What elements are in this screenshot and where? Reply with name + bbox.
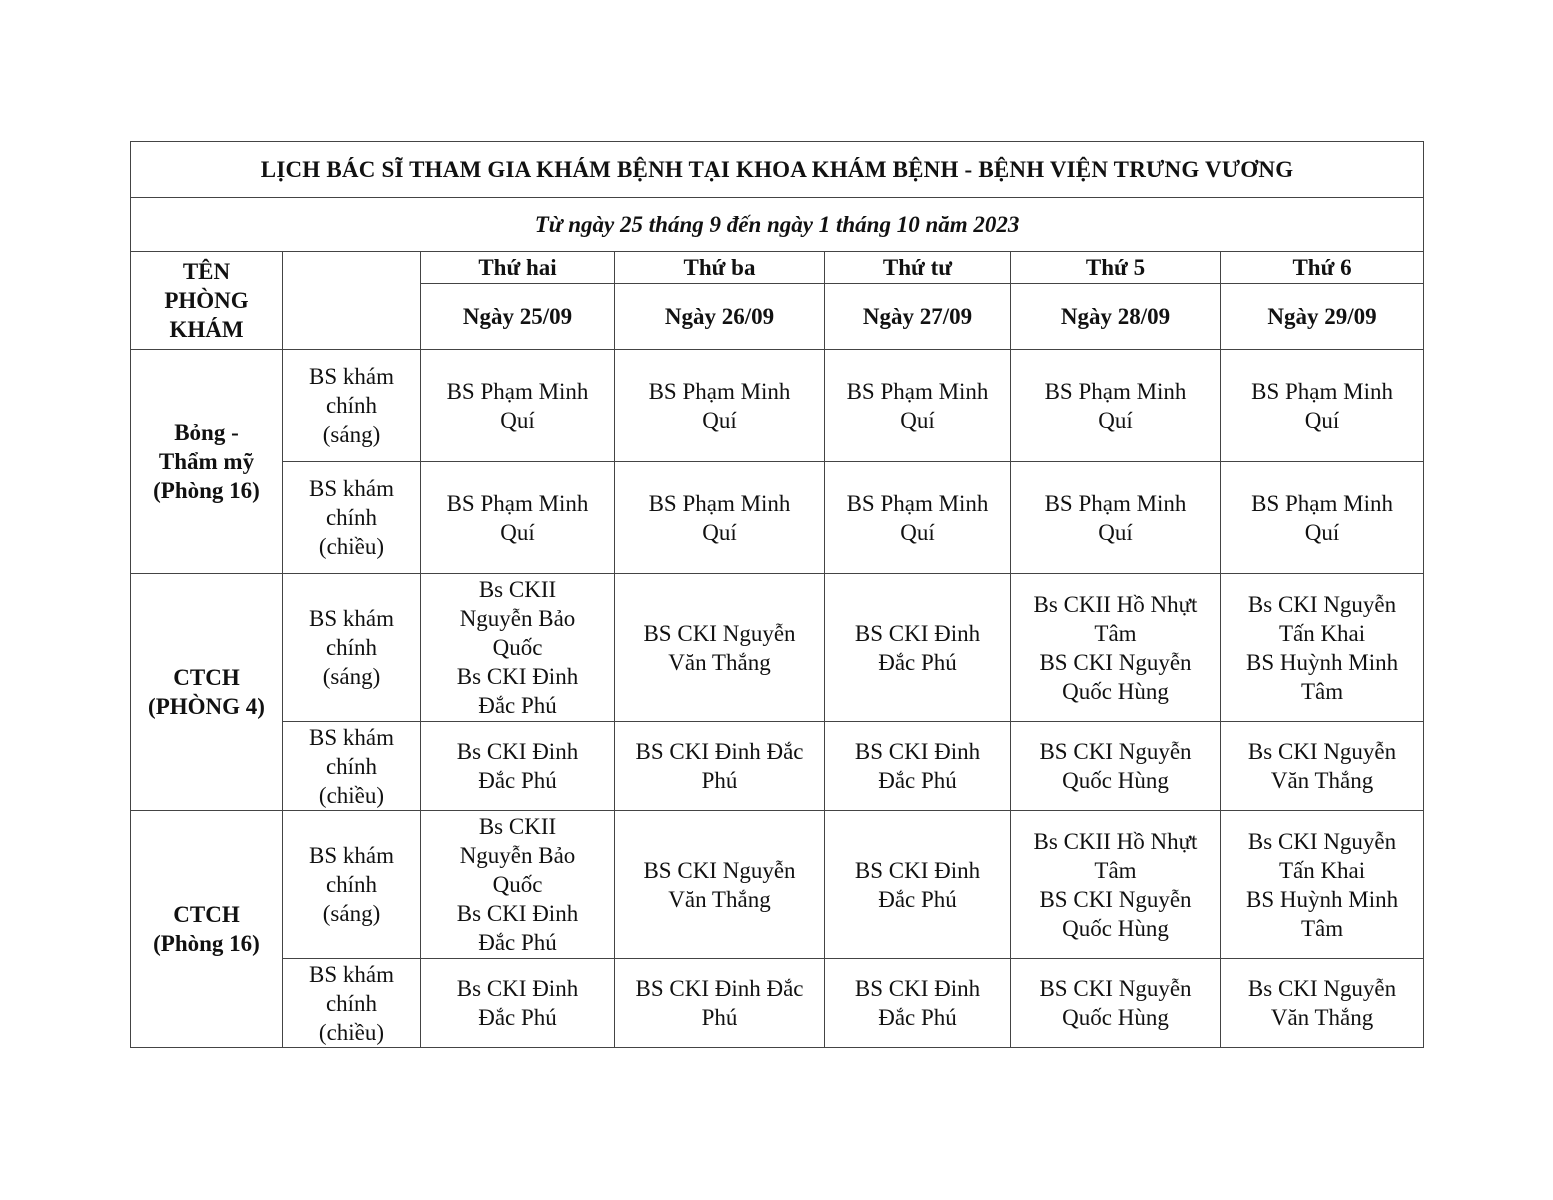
room-name-cell	[131, 811, 283, 1048]
shift-label-line: (chiều)	[318, 782, 385, 808]
doctor-name-line: BS CKI Đinh	[854, 739, 981, 764]
doctor-name-line: BS Phạm Minh	[648, 490, 791, 516]
doctor-name-line: BS CKI Đinh	[854, 857, 981, 883]
doctor-cell	[421, 811, 615, 959]
doctor-cell	[1221, 350, 1424, 462]
shift-label-line: BS khám	[309, 364, 394, 389]
doctor-name-line: Bs CKI Nguyễn	[1247, 591, 1397, 617]
date-header: Ngày 29/09	[1221, 284, 1424, 350]
room-header-line: KHÁM	[169, 317, 244, 342]
day-header-tuesday: Thứ ba	[615, 252, 825, 284]
room-name-cell	[131, 574, 283, 811]
shift-column-header	[283, 252, 421, 350]
doctor-name-line: BS Phạm Minh	[446, 378, 589, 404]
doctor-name-line: BS CKI Nguyễn	[1039, 739, 1192, 764]
room-header-line: TÊN	[182, 259, 231, 284]
doctor-name-line: Đắc Phú	[478, 693, 557, 718]
table-row	[131, 462, 1424, 574]
doctor-name-line: Bs CKI Nguyễn	[1247, 976, 1397, 1001]
doctor-name-line: BS Huỳnh Minh	[1246, 886, 1399, 912]
doctor-cell	[825, 350, 1011, 462]
doctor-name-line: Đắc Phú	[478, 1005, 557, 1030]
table-row	[131, 722, 1424, 811]
room-column-header	[131, 252, 283, 350]
doctor-cell	[825, 722, 1011, 811]
date-range-subtitle: Từ ngày 25 tháng 9 đến ngày 1 tháng 10 năm 2023	[131, 198, 1424, 252]
date-header: Ngày 25/09	[421, 284, 615, 350]
doctor-cell	[1221, 462, 1424, 574]
shift-label-line: chính	[325, 635, 378, 660]
date-header: Ngày 27/09	[825, 284, 1011, 350]
doctor-cell	[421, 722, 615, 811]
doctor-cell	[1221, 574, 1424, 722]
doctor-name-line: Tấn Khai	[1278, 620, 1366, 646]
doctor-cell	[615, 811, 825, 959]
doctor-name-line: Đắc Phú	[878, 886, 957, 912]
doctor-name-line: Quí	[1304, 407, 1340, 433]
doctor-name-line: Quí	[1304, 519, 1340, 545]
doctor-name-line: Tâm	[1094, 857, 1137, 883]
room-name-line: (PHÒNG 4)	[148, 694, 265, 719]
doctor-cell	[421, 350, 615, 462]
doctor-name-line: Bs CKI Đinh	[456, 976, 579, 1001]
doctor-name-line: Quí	[900, 407, 935, 433]
table-row	[131, 811, 1424, 959]
date-header: Ngày 26/09	[615, 284, 825, 350]
doctor-cell	[1011, 959, 1221, 1048]
shift-label-line: BS khám	[309, 961, 394, 987]
day-header-monday: Thứ hai	[421, 252, 615, 284]
shift-label-line: chính	[325, 872, 378, 897]
doctor-name-line: Phú	[701, 768, 738, 793]
schedule-body	[131, 350, 1424, 1048]
doctor-name-line: Văn Thắng	[668, 886, 771, 912]
doctor-name-line: Bs CKI Đinh	[456, 901, 579, 926]
doctor-name-line: Phú	[701, 1005, 738, 1030]
shift-label-cell	[283, 462, 421, 574]
doctor-cell	[825, 574, 1011, 722]
doctor-cell	[615, 959, 825, 1048]
doctor-name-line: Quốc Hùng	[1062, 1005, 1169, 1030]
doctor-name-line: Quốc Hùng	[1062, 678, 1169, 704]
day-header-wednesday: Thứ tư	[825, 252, 1011, 284]
shift-label-line: chính	[325, 393, 378, 418]
doctor-name-line: Tấn Khai	[1278, 857, 1366, 883]
doctor-name-line: Văn Thắng	[1270, 768, 1374, 793]
schedule-table	[130, 141, 1424, 1048]
doctor-name-line: Tâm	[1300, 678, 1344, 704]
doctor-name-line: Nguyễn Bảo	[459, 606, 576, 631]
doctor-cell	[1011, 574, 1221, 722]
page-title: LỊCH BÁC SĨ THAM GIA KHÁM BỆNH TẠI KHOA KHÁM BỆNH - BỆNH VIỆN TRƯNG VƯƠNG	[131, 142, 1424, 198]
doctor-name-line: Đắc Phú	[478, 930, 557, 955]
doctor-name-line: Bs CKII	[478, 577, 557, 602]
doctor-cell	[825, 959, 1011, 1048]
shift-label-line: BS khám	[309, 843, 394, 868]
doctor-name-line: Bs CKI Nguyễn	[1247, 739, 1397, 764]
doctor-name-line: Bs CKII Hồ Nhựt	[1033, 828, 1198, 854]
doctor-name-line: Quí	[1098, 407, 1133, 433]
doctor-name-line: Quí	[500, 519, 535, 545]
room-name-line: CTCH	[173, 665, 240, 690]
shift-label-line: (sáng)	[322, 901, 381, 926]
table-row	[131, 574, 1424, 722]
doctor-name-line: Bs CKI Nguyễn	[1247, 828, 1397, 854]
doctor-name-line: BS CKI Nguyễn	[1039, 886, 1192, 912]
doctor-name-line: BS CKI Đinh Đắc	[635, 976, 804, 1001]
room-name-line: CTCH	[173, 902, 240, 927]
shift-label-line: chính	[325, 505, 378, 530]
doctor-name-line: BS Phạm Minh	[1044, 378, 1187, 404]
doctor-name-line: Quí	[702, 407, 737, 433]
doctor-cell	[615, 462, 825, 574]
doctor-name-line: Bs CKI Đinh	[456, 664, 579, 689]
doctor-cell	[1221, 811, 1424, 959]
doctor-name-line: Đắc Phú	[478, 768, 557, 793]
doctor-name-line: Quốc	[492, 872, 543, 897]
doctor-name-line: Quí	[500, 407, 535, 433]
doctor-name-line: BS Phạm Minh	[1044, 490, 1187, 516]
doctor-name-line: Quốc	[492, 635, 543, 660]
doctor-name-line: Văn Thắng	[668, 649, 771, 675]
doctor-name-line: Tâm	[1094, 620, 1137, 646]
shift-label-cell	[283, 574, 421, 722]
doctor-name-line: Văn Thắng	[1270, 1005, 1374, 1030]
doctor-cell	[421, 959, 615, 1048]
doctor-name-line: BS Phạm Minh	[846, 490, 989, 516]
doctor-cell	[825, 462, 1011, 574]
day-header-friday: Thứ 6	[1221, 252, 1424, 284]
doctor-name-line: BS Phạm Minh	[1251, 490, 1393, 516]
doctor-cell	[421, 462, 615, 574]
room-name-line: (Phòng 16)	[153, 931, 260, 956]
shift-label-line: (chiều)	[318, 1019, 385, 1045]
doctor-cell	[1011, 722, 1221, 811]
room-header-line: PHÒNG	[164, 288, 249, 313]
doctor-name-line: Nguyễn Bảo	[459, 843, 576, 868]
doctor-name-line: BS Phạm Minh	[1251, 378, 1393, 404]
doctor-name-line: Đắc Phú	[878, 768, 957, 793]
doctor-name-line: BS CKI Nguyễn	[1039, 649, 1192, 675]
doctor-name-line: BS CKI Đinh	[854, 620, 981, 646]
doctor-name-line: Quốc Hùng	[1062, 915, 1169, 941]
doctor-name-line: Bs CKII Hồ Nhựt	[1033, 591, 1198, 617]
doctor-name-line: Quí	[1098, 519, 1133, 545]
room-name-line: Thẩm mỹ	[158, 449, 255, 474]
shift-label-line: BS khám	[309, 606, 394, 631]
doctor-name-line: BS CKI Nguyễn	[1039, 976, 1192, 1001]
shift-label-line: chính	[325, 753, 378, 779]
doctor-name-line: Quí	[702, 519, 737, 545]
room-name-cell	[131, 350, 283, 574]
shift-label-line: (chiều)	[318, 534, 385, 559]
doctor-name-line: Quốc Hùng	[1062, 768, 1169, 793]
doctor-cell	[615, 722, 825, 811]
doctor-cell	[1011, 811, 1221, 959]
doctor-name-line: BS CKI Nguyễn	[643, 857, 796, 883]
doctor-cell	[1011, 462, 1221, 574]
doctor-name-line: Quí	[900, 519, 935, 545]
doctor-name-line: Đắc Phú	[878, 649, 957, 675]
shift-label-line: (sáng)	[322, 422, 381, 447]
doctor-name-line: Bs CKI Đinh	[456, 739, 579, 764]
room-name-line: Bỏng -	[174, 420, 239, 445]
doctor-name-line: Tâm	[1300, 915, 1344, 941]
date-header: Ngày 28/09	[1011, 284, 1221, 350]
shift-label-cell	[283, 722, 421, 811]
doctor-name-line: BS CKI Nguyễn	[643, 620, 796, 646]
day-header-thursday: Thứ 5	[1011, 252, 1221, 284]
doctor-name-line: BS Huỳnh Minh	[1246, 649, 1399, 675]
table-row	[131, 959, 1424, 1048]
doctor-name-line: BS Phạm Minh	[648, 378, 791, 404]
room-name-line: (Phòng 16)	[153, 478, 260, 503]
shift-label-line: BS khám	[309, 724, 394, 750]
shift-label-cell	[283, 811, 421, 959]
doctor-cell	[1011, 350, 1221, 462]
doctor-name-line: Đắc Phú	[878, 1005, 957, 1030]
doctor-cell	[825, 811, 1011, 959]
doctor-cell	[421, 574, 615, 722]
shift-label-line: BS khám	[309, 476, 394, 501]
doctor-cell	[1221, 722, 1424, 811]
shift-label-cell	[283, 959, 421, 1048]
doctor-cell	[615, 574, 825, 722]
shift-label-line: (sáng)	[322, 664, 381, 689]
doctor-name-line: BS Phạm Minh	[846, 378, 989, 404]
doctor-cell	[1221, 959, 1424, 1048]
shift-label-line: chính	[325, 990, 378, 1016]
shift-label-cell	[283, 350, 421, 462]
doctor-name-line: BS CKI Đinh Đắc	[635, 739, 804, 764]
doctor-name-line: BS CKI Đinh	[854, 976, 981, 1001]
doctor-name-line: Bs CKII	[478, 814, 557, 839]
doctor-cell	[615, 350, 825, 462]
table-row	[131, 350, 1424, 462]
doctor-name-line: BS Phạm Minh	[446, 490, 589, 516]
